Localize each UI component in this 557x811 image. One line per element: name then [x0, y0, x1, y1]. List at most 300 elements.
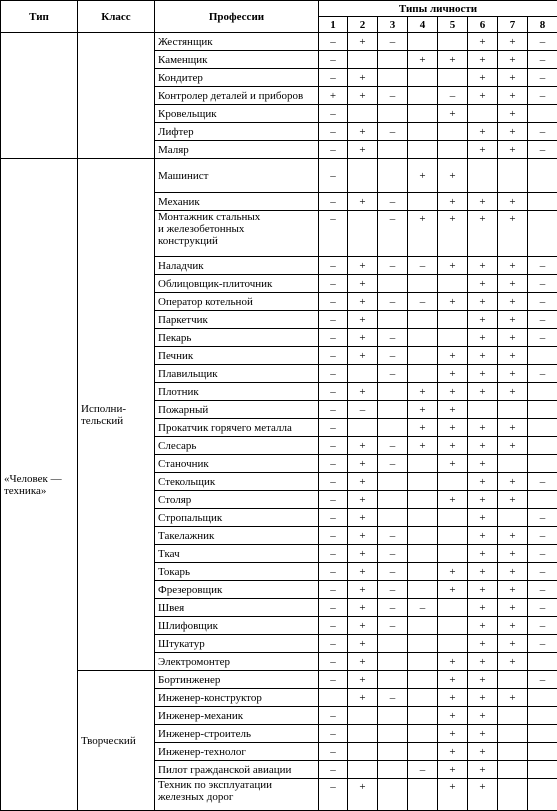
mark-type-4: + — [408, 419, 438, 437]
mark-type-8: – — [528, 257, 557, 275]
mark-type-7: + — [498, 105, 528, 123]
mark-type-5 — [438, 275, 468, 293]
mark-type-4 — [408, 275, 438, 293]
header-type-number: 1 — [319, 17, 348, 33]
table-body — [1, 33, 557, 811]
mark-type-3: – — [378, 293, 408, 311]
mark-type-7: + — [498, 653, 528, 671]
mark-type-6: + — [468, 599, 498, 617]
mark-type-8 — [528, 159, 557, 193]
mark-type-2: + — [348, 455, 378, 473]
mark-type-8 — [528, 419, 557, 437]
mark-type-4 — [408, 725, 438, 743]
mark-type-4 — [408, 87, 438, 105]
profession-name: Облицовщик-плиточник — [155, 275, 319, 293]
mark-type-2: + — [348, 123, 378, 141]
mark-type-2: + — [348, 347, 378, 365]
profession-name: Лифтер — [155, 123, 319, 141]
mark-type-7: + — [498, 69, 528, 87]
mark-type-6: + — [468, 311, 498, 329]
mark-type-5: + — [438, 293, 468, 311]
mark-type-6: + — [468, 563, 498, 581]
profession-name: Столяр — [155, 491, 319, 509]
mark-type-2: + — [348, 689, 378, 707]
mark-type-3 — [378, 761, 408, 779]
mark-type-4: – — [408, 293, 438, 311]
mark-type-3 — [378, 671, 408, 689]
mark-type-5 — [438, 527, 468, 545]
header-type-number: 7 — [498, 17, 528, 33]
mark-type-7: + — [498, 419, 528, 437]
mark-type-6: + — [468, 437, 498, 455]
mark-type-1: – — [319, 69, 348, 87]
mark-type-8: – — [528, 141, 557, 159]
mark-type-4 — [408, 33, 438, 51]
profession-name: Инженер-строитель — [155, 725, 319, 743]
mark-type-1: – — [319, 419, 348, 437]
mark-type-6: + — [468, 761, 498, 779]
class-creative: Творческий — [78, 671, 155, 811]
mark-type-6: + — [468, 707, 498, 725]
mark-type-1: – — [319, 193, 348, 211]
mark-type-3: – — [378, 689, 408, 707]
mark-type-3 — [378, 509, 408, 527]
mark-type-1: – — [319, 581, 348, 599]
mark-type-5: + — [438, 779, 468, 811]
mark-type-2: + — [348, 311, 378, 329]
mark-type-5: + — [438, 743, 468, 761]
mark-type-7: + — [498, 527, 528, 545]
mark-type-2: + — [348, 473, 378, 491]
profession-name: Пилот гражданской авиации — [155, 761, 319, 779]
mark-type-7: + — [498, 491, 528, 509]
table-row — [1, 159, 557, 193]
profession-name: Печник — [155, 347, 319, 365]
mark-type-8 — [528, 105, 557, 123]
mark-type-4: – — [408, 257, 438, 275]
mark-type-6: + — [468, 33, 498, 51]
mark-type-4 — [408, 509, 438, 527]
mark-type-2: + — [348, 599, 378, 617]
mark-type-6: + — [468, 347, 498, 365]
mark-type-2: + — [348, 527, 378, 545]
mark-type-5: + — [438, 455, 468, 473]
mark-type-2: + — [348, 275, 378, 293]
profession-name: Прокатчик горячего металла — [155, 419, 319, 437]
mark-type-7: + — [498, 473, 528, 491]
mark-type-7: + — [498, 689, 528, 707]
mark-type-1: – — [319, 33, 348, 51]
mark-type-3: – — [378, 347, 408, 365]
mark-type-7: + — [498, 51, 528, 69]
mark-type-3: – — [378, 87, 408, 105]
mark-type-2: + — [348, 509, 378, 527]
mark-type-4 — [408, 491, 438, 509]
mark-type-4 — [408, 563, 438, 581]
mark-type-7: + — [498, 581, 528, 599]
mark-type-1: – — [319, 123, 348, 141]
mark-type-2: + — [348, 545, 378, 563]
mark-type-1: – — [319, 761, 348, 779]
mark-type-1: – — [319, 141, 348, 159]
mark-type-1: – — [319, 743, 348, 761]
profession-name: Техник по эксплуатации железных дорог — [155, 779, 319, 811]
mark-type-8: – — [528, 545, 557, 563]
header-profession: Профессии — [155, 1, 319, 33]
mark-type-3 — [378, 275, 408, 293]
mark-type-5 — [438, 473, 468, 491]
mark-type-1: – — [319, 527, 348, 545]
mark-type-2 — [348, 211, 378, 257]
mark-type-1: – — [319, 509, 348, 527]
mark-type-6: + — [468, 473, 498, 491]
mark-type-6: + — [468, 419, 498, 437]
profession-name: Станочник — [155, 455, 319, 473]
header-type-number: 3 — [378, 17, 408, 33]
mark-type-6: + — [468, 383, 498, 401]
mark-type-5 — [438, 311, 468, 329]
profession-name: Машинист — [155, 159, 319, 193]
mark-type-1: – — [319, 311, 348, 329]
profession-name: Такелажник — [155, 527, 319, 545]
profession-name: Инженер-конструктор — [155, 689, 319, 707]
mark-type-6 — [468, 105, 498, 123]
mark-type-8: – — [528, 69, 557, 87]
mark-type-4 — [408, 545, 438, 563]
mark-type-3 — [378, 141, 408, 159]
header-type-number: 8 — [528, 17, 557, 33]
mark-type-1: – — [319, 455, 348, 473]
mark-type-8: – — [528, 599, 557, 617]
mark-type-7: + — [498, 599, 528, 617]
mark-type-2: + — [348, 653, 378, 671]
profession-name: Токарь — [155, 563, 319, 581]
mark-type-8 — [528, 455, 557, 473]
mark-type-3: – — [378, 33, 408, 51]
mark-type-5 — [438, 141, 468, 159]
mark-type-8: – — [528, 581, 557, 599]
mark-type-7: + — [498, 365, 528, 383]
mark-type-3 — [378, 635, 408, 653]
mark-type-4 — [408, 365, 438, 383]
mark-type-7: + — [498, 275, 528, 293]
mark-type-5 — [438, 329, 468, 347]
mark-type-6: + — [468, 257, 498, 275]
profession-name: Маляр — [155, 141, 319, 159]
mark-type-1: – — [319, 257, 348, 275]
mark-type-5: + — [438, 105, 468, 123]
mark-type-4 — [408, 707, 438, 725]
mark-type-1: – — [319, 599, 348, 617]
mark-type-2: + — [348, 383, 378, 401]
mark-type-5: + — [438, 725, 468, 743]
mark-type-2: + — [348, 617, 378, 635]
mark-type-8 — [528, 437, 557, 455]
header-type-number: 4 — [408, 17, 438, 33]
mark-type-8: – — [528, 509, 557, 527]
mark-type-7: + — [498, 563, 528, 581]
mark-type-3 — [378, 707, 408, 725]
mark-type-8: – — [528, 275, 557, 293]
mark-type-1: – — [319, 545, 348, 563]
mark-type-4 — [408, 329, 438, 347]
mark-type-2: + — [348, 329, 378, 347]
mark-type-3: – — [378, 455, 408, 473]
mark-type-2 — [348, 743, 378, 761]
header-personality-types: Типы личности — [319, 1, 557, 17]
mark-type-5 — [438, 545, 468, 563]
profession-name: Бортинженер — [155, 671, 319, 689]
mark-type-2: + — [348, 193, 378, 211]
mark-type-5: + — [438, 707, 468, 725]
mark-type-5 — [438, 617, 468, 635]
mark-type-8: – — [528, 473, 557, 491]
mark-type-7: + — [498, 123, 528, 141]
mark-type-8: – — [528, 527, 557, 545]
mark-type-2 — [348, 159, 378, 193]
profession-name: Плотник — [155, 383, 319, 401]
header-type-number: 6 — [468, 17, 498, 33]
mark-type-4: – — [408, 761, 438, 779]
mark-type-4: + — [408, 383, 438, 401]
mark-type-1: – — [319, 437, 348, 455]
mark-type-8 — [528, 211, 557, 257]
mark-type-6: + — [468, 123, 498, 141]
mark-type-3: – — [378, 123, 408, 141]
mark-type-1: – — [319, 563, 348, 581]
profession-name: Инженер-механик — [155, 707, 319, 725]
mark-type-2: + — [348, 491, 378, 509]
mark-type-6: + — [468, 653, 498, 671]
mark-type-3: – — [378, 527, 408, 545]
mark-type-3: – — [378, 193, 408, 211]
mark-type-6: + — [468, 635, 498, 653]
mark-type-4 — [408, 581, 438, 599]
mark-type-5: + — [438, 211, 468, 257]
mark-type-7: + — [498, 617, 528, 635]
mark-type-2: + — [348, 293, 378, 311]
mark-type-6: + — [468, 689, 498, 707]
mark-type-8 — [528, 383, 557, 401]
mark-type-5: + — [438, 563, 468, 581]
mark-type-6: + — [468, 527, 498, 545]
header-class: Класс — [78, 1, 155, 33]
mark-type-6: + — [468, 211, 498, 257]
profession-name: Стропальщик — [155, 509, 319, 527]
profession-name: Оператор котельной — [155, 293, 319, 311]
mark-type-3 — [378, 725, 408, 743]
mark-type-5: + — [438, 491, 468, 509]
mark-type-7 — [498, 159, 528, 193]
mark-type-6: + — [468, 455, 498, 473]
mark-type-2: + — [348, 33, 378, 51]
mark-type-4 — [408, 743, 438, 761]
mark-type-5 — [438, 509, 468, 527]
mark-type-1: – — [319, 653, 348, 671]
mark-type-4 — [408, 141, 438, 159]
header-type: Тип — [1, 1, 78, 33]
mark-type-4 — [408, 617, 438, 635]
mark-type-3 — [378, 159, 408, 193]
mark-type-4: + — [408, 159, 438, 193]
mark-type-8: – — [528, 311, 557, 329]
mark-type-4 — [408, 123, 438, 141]
mark-type-7 — [498, 725, 528, 743]
mark-type-7: + — [498, 437, 528, 455]
mark-type-8: – — [528, 33, 557, 51]
mark-type-5: + — [438, 159, 468, 193]
mark-type-7: + — [498, 329, 528, 347]
mark-type-7 — [498, 707, 528, 725]
profession-name: Монтажник стальных и железобетонных конструкций — [155, 211, 319, 257]
mark-type-4 — [408, 105, 438, 123]
mark-type-3 — [378, 69, 408, 87]
mark-type-4 — [408, 689, 438, 707]
mark-type-3: – — [378, 257, 408, 275]
mark-type-5: + — [438, 383, 468, 401]
profession-name: Паркетчик — [155, 311, 319, 329]
profession-name: Механик — [155, 193, 319, 211]
profession-name: Пекарь — [155, 329, 319, 347]
mark-type-6: + — [468, 51, 498, 69]
mark-type-8: – — [528, 87, 557, 105]
profession-name: Кровельщик — [155, 105, 319, 123]
mark-type-8 — [528, 725, 557, 743]
mark-type-1: – — [319, 347, 348, 365]
mark-type-4 — [408, 69, 438, 87]
mark-type-2: + — [348, 581, 378, 599]
mark-type-2: + — [348, 257, 378, 275]
class-blank-cell — [78, 33, 155, 159]
mark-type-5: + — [438, 365, 468, 383]
mark-type-5 — [438, 33, 468, 51]
mark-type-8: – — [528, 671, 557, 689]
mark-type-8 — [528, 761, 557, 779]
mark-type-7: + — [498, 193, 528, 211]
mark-type-2: + — [348, 437, 378, 455]
mark-type-7: + — [498, 383, 528, 401]
mark-type-3 — [378, 51, 408, 69]
mark-type-3 — [378, 491, 408, 509]
mark-type-6: + — [468, 293, 498, 311]
mark-type-8 — [528, 491, 557, 509]
profession-name: Электромонтер — [155, 653, 319, 671]
mark-type-5 — [438, 635, 468, 653]
mark-type-8 — [528, 707, 557, 725]
mark-type-6: + — [468, 671, 498, 689]
mark-type-6 — [468, 401, 498, 419]
mark-type-3: – — [378, 211, 408, 257]
mark-type-4 — [408, 193, 438, 211]
mark-type-5: + — [438, 347, 468, 365]
mark-type-5: + — [438, 671, 468, 689]
profession-name: Штукатур — [155, 635, 319, 653]
mark-type-1: – — [319, 105, 348, 123]
mark-type-6: + — [468, 365, 498, 383]
mark-type-4: – — [408, 599, 438, 617]
mark-type-8: – — [528, 635, 557, 653]
mark-type-1: – — [319, 779, 348, 811]
mark-type-5: + — [438, 653, 468, 671]
mark-type-6: + — [468, 193, 498, 211]
mark-type-6: + — [468, 141, 498, 159]
mark-type-6: + — [468, 87, 498, 105]
profession-name: Каменщик — [155, 51, 319, 69]
mark-type-1: – — [319, 491, 348, 509]
mark-type-4 — [408, 311, 438, 329]
mark-type-8: – — [528, 123, 557, 141]
mark-type-3 — [378, 743, 408, 761]
mark-type-5 — [438, 69, 468, 87]
mark-type-2: + — [348, 87, 378, 105]
mark-type-2 — [348, 51, 378, 69]
mark-type-2: + — [348, 563, 378, 581]
mark-type-3: – — [378, 599, 408, 617]
mark-type-1: – — [319, 51, 348, 69]
mark-type-8: – — [528, 51, 557, 69]
header-type-number: 5 — [438, 17, 468, 33]
mark-type-3 — [378, 383, 408, 401]
mark-type-8 — [528, 401, 557, 419]
mark-type-1 — [319, 689, 348, 707]
mark-type-8: – — [528, 365, 557, 383]
mark-type-5: + — [438, 401, 468, 419]
mark-type-5: + — [438, 51, 468, 69]
mark-type-6 — [468, 159, 498, 193]
profession-name: Стекольщик — [155, 473, 319, 491]
mark-type-3 — [378, 401, 408, 419]
mark-type-3: – — [378, 545, 408, 563]
mark-type-3 — [378, 653, 408, 671]
mark-type-7: + — [498, 545, 528, 563]
mark-type-3: – — [378, 617, 408, 635]
mark-type-6: + — [468, 509, 498, 527]
mark-type-7: + — [498, 311, 528, 329]
mark-type-4: + — [408, 437, 438, 455]
mark-type-5: + — [438, 581, 468, 599]
mark-type-7: + — [498, 33, 528, 51]
mark-type-2: + — [348, 779, 378, 811]
mark-type-5: + — [438, 419, 468, 437]
table-row — [1, 33, 557, 51]
mark-type-1: – — [319, 707, 348, 725]
mark-type-2 — [348, 761, 378, 779]
mark-type-3: – — [378, 365, 408, 383]
mark-type-8 — [528, 653, 557, 671]
mark-type-8 — [528, 193, 557, 211]
mark-type-7 — [498, 743, 528, 761]
mark-type-8 — [528, 689, 557, 707]
mark-type-6: + — [468, 725, 498, 743]
mark-type-1: + — [319, 87, 348, 105]
mark-type-1: – — [319, 725, 348, 743]
mark-type-7: + — [498, 293, 528, 311]
mark-type-6: + — [468, 69, 498, 87]
mark-type-5: – — [438, 87, 468, 105]
mark-type-7: + — [498, 635, 528, 653]
mark-type-4 — [408, 671, 438, 689]
mark-type-2 — [348, 725, 378, 743]
mark-type-6: + — [468, 617, 498, 635]
header-type-number: 2 — [348, 17, 378, 33]
mark-type-7: + — [498, 141, 528, 159]
mark-type-2 — [348, 419, 378, 437]
mark-type-6: + — [468, 779, 498, 811]
profession-name: Швея — [155, 599, 319, 617]
profession-name: Пожарный — [155, 401, 319, 419]
mark-type-5: + — [438, 257, 468, 275]
mark-type-4: + — [408, 401, 438, 419]
